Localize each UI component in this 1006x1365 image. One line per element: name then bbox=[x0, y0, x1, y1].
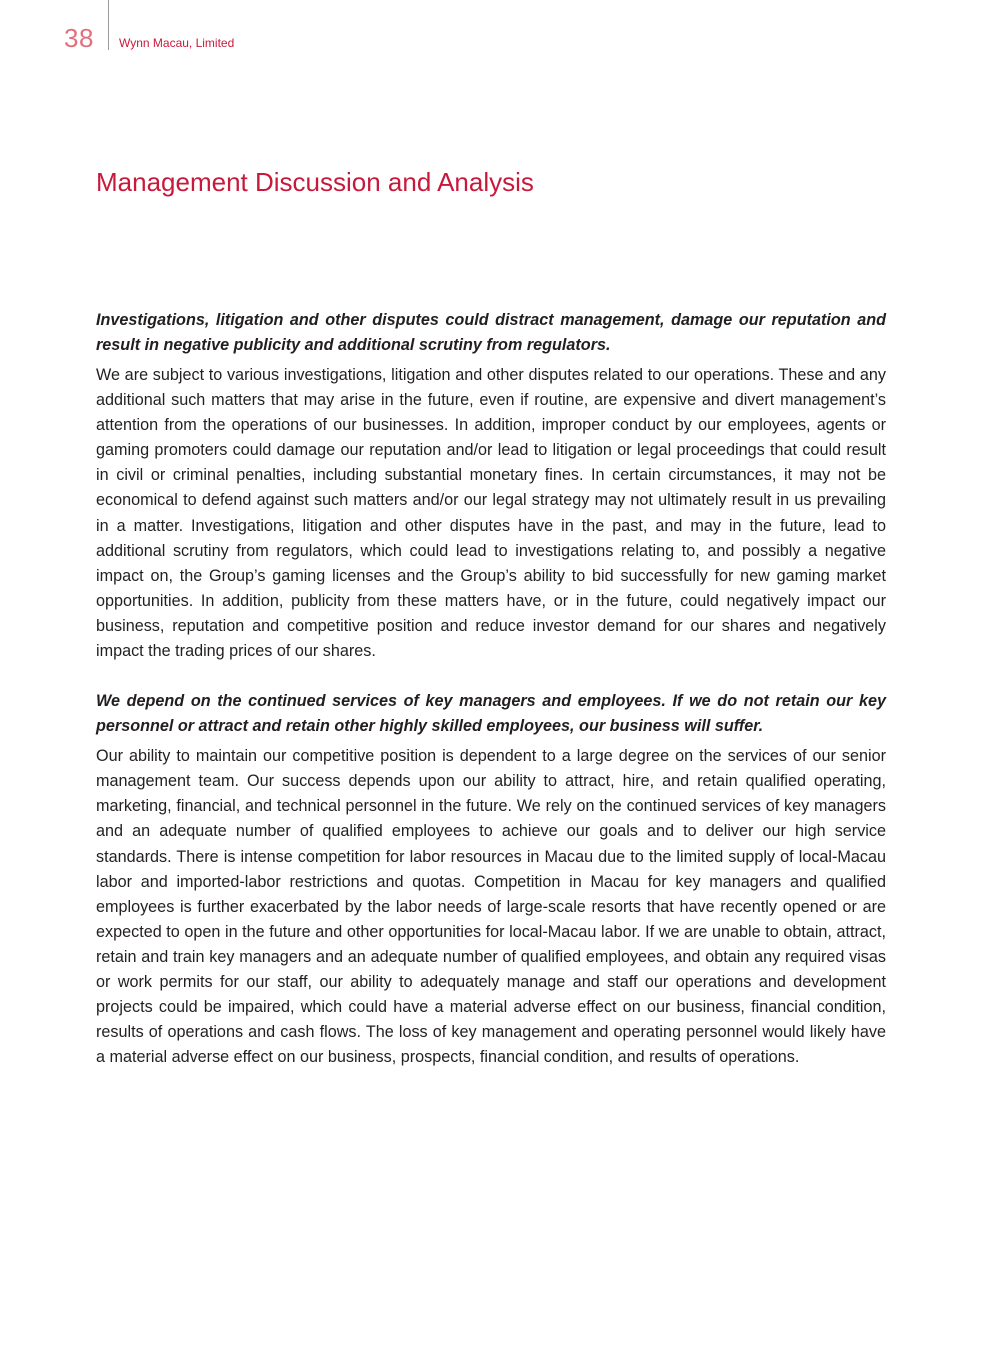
page-title: Management Discussion and Analysis bbox=[96, 167, 534, 197]
section-body: Our ability to maintain our competitive position is dependent to a large degree on the services of our senior management team. Our success depends upon our ability to attract, hire, and retain qualified operating, marketing, financial, and technical personnel in the future. We rely on the continued services of key managers and an adequate number of qualified employees to achieve our goals and to deliver our high service standards. There is intense competition for labor resources in Macau due to the limited supply of local-Macau labor and imported-labor restrictions and quotas. Competition in Macau for key managers and qualified employees is further exacerbated by the labor needs of large-scale resorts that have recently opened or are expected to open in the future and other opportunities for local-Macau labor. If we are unable to obtain, attract, retain and train key managers and an adequate number of qualified employees, and obtain any required visas or work permits for our staff, our ability to adequately manage and staff our operations and development projects could be impaired, which could have a material adverse effect on our business, financial condition, results of operations and cash flows. The loss of key management and operating personnel would likely have a material adverse effect on our business, prospects, financial condition, and results of operations. bbox=[96, 747, 886, 1067]
section-heading: We depend on the continued services of key managers and employees. If we do not retain our key personnel or attract and retain other highly skilled employees, our business will suffer. bbox=[96, 692, 886, 736]
section-investigations bbox=[96, 308, 886, 664]
section-body: We are subject to various investigations, litigation and other disputes related to our operations. These and any additional such matters that may arise in the future, even if routine, are expensive and divert management’s attention from the operations of our businesses. In addition, improper conduct by our employees, agents or gaming promoters could damage our reputation and/or lead to litigation or legal proceedings that could result in civil or criminal penalties, including substantial monetary fines. In certain circumstances, it may not be economical to defend against such matters and/or our legal strategy may not ultimately result in us prevailing in a matter. Investigations, litigation and other disputes have in the past, and may in the future, lead to additional scrutiny from regulators, which could lead to investigations relating to, and possibly a negative impact on, the Group’s gaming licenses and the Group’s ability to bid successfully for new gaming market opportunities. In addition, publicity from these matters have, or in the future, could negatively impact our business, reputation and competitive position and reduce investor demand for our shares and negatively impact the trading prices of our shares. bbox=[96, 366, 886, 661]
section-heading: Investigations, litigation and other disputes could distract management, damage our reputation and result in negative publicity and additional scrutiny from regulators. bbox=[96, 311, 886, 354]
page-header bbox=[0, 0, 1006, 60]
header-divider bbox=[108, 0, 109, 50]
main-content bbox=[96, 308, 886, 1095]
section-key-personnel bbox=[96, 689, 886, 1070]
page-number: 38 bbox=[64, 23, 94, 53]
company-name: Wynn Macau, Limited bbox=[119, 36, 235, 50]
